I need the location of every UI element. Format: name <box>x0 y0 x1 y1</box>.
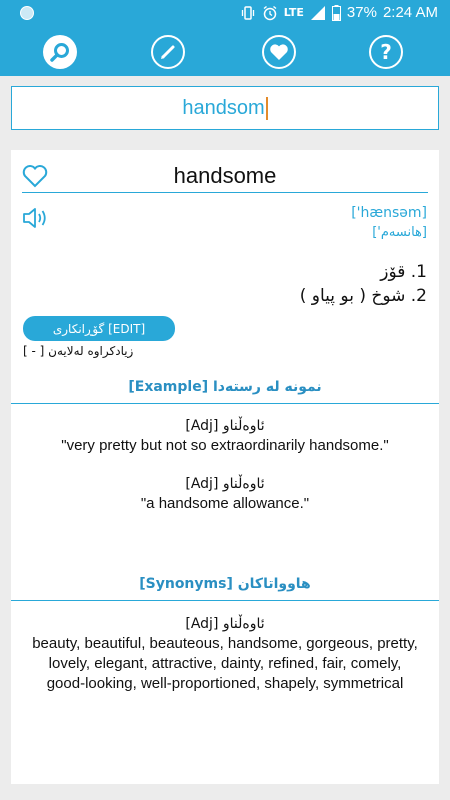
battery-percent: 37% <box>346 4 377 21</box>
example-item <box>11 474 439 514</box>
search-input[interactable] <box>11 86 439 130</box>
synonyms-pos-row <box>11 614 439 634</box>
vibrate-icon <box>240 5 256 21</box>
search-input-text[interactable]: handsom <box>182 96 265 119</box>
help-tab-button[interactable] <box>369 35 403 69</box>
example-sentence: "a handsome allowance." <box>140 495 310 512</box>
meaning-item: 2. شوخ ( بو پیاو ) <box>299 286 427 306</box>
status-bar <box>0 0 450 27</box>
meaning-item: 1. قۆز <box>380 262 427 282</box>
synonyms-section-title: هاوواتاکان [Synonyms] <box>139 576 311 592</box>
edit-tab-button[interactable] <box>151 35 185 69</box>
synonyms-pos-tag: ئاوەڵناو [Adj] <box>185 616 265 632</box>
example-divider <box>11 403 439 404</box>
headword: handsome <box>173 163 277 188</box>
text-cursor <box>266 97 268 120</box>
edit-button[interactable]: گۆڕانکاری [EDIT] <box>23 316 175 341</box>
signal-icon <box>310 5 326 21</box>
example-pos-tag: ئاوەڵناو [Adj] <box>185 476 265 492</box>
headword-divider <box>22 192 428 193</box>
example-pos-tag: ئاوەڵناو [Adj] <box>185 418 265 434</box>
phonetic-kurdish: ['هانسەم] <box>372 225 427 240</box>
synonyms-list: beauty, beautiful, beauteous, handsome, gorgeous, pretty, lovely, elegant, attractive, dainty, refined, fair, comely, good-looking, well-proportioned, shapely, symmetrical <box>32 635 418 692</box>
search-tab-button[interactable] <box>43 35 77 69</box>
heart-icon <box>269 43 289 61</box>
status-indicators <box>240 4 438 21</box>
speaker-icon[interactable] <box>22 206 50 230</box>
notification-dot-icon <box>20 6 34 20</box>
battery-icon <box>332 5 341 21</box>
added-by-label: زیادکراوە لەلایەن [ - ] <box>23 344 134 358</box>
favorites-tab-button[interactable] <box>262 35 296 69</box>
clock: 2:24 AM <box>382 4 438 21</box>
network-type-label: LTE <box>283 6 304 19</box>
synonyms-divider <box>11 600 439 601</box>
pencil-icon <box>159 43 177 61</box>
example-sentence: "very pretty but not so extraordinarily handsome." <box>61 437 389 454</box>
phonetic-english: ['hænsəm] <box>351 205 427 221</box>
meanings-list <box>300 260 427 308</box>
example-item <box>11 416 439 456</box>
result-card <box>11 150 439 784</box>
alarm-icon <box>262 5 278 21</box>
help-icon: ? <box>380 40 392 64</box>
search-icon <box>49 41 71 63</box>
example-section-title: نمونە لە رستەدا [Example] <box>128 379 322 395</box>
toolbar <box>0 27 450 76</box>
